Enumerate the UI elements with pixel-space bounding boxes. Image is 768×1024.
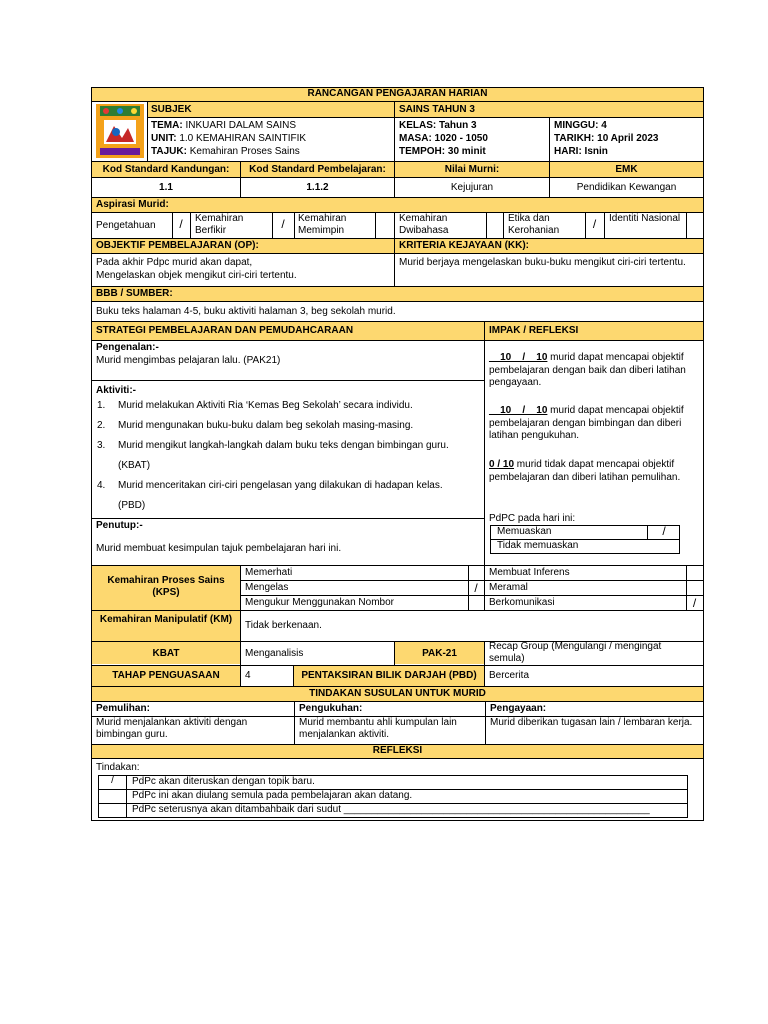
kps-label: Kemahiran Proses Sains (KPS) — [92, 566, 240, 610]
penutup-text: Murid membuat kesimpulan tajuk pembelajaran hari ini. — [96, 543, 342, 554]
step-number: 3. — [97, 440, 106, 451]
strategi-label: STRATEGI PEMBELAJARAN DAN PEMUDAHCARAAN — [92, 322, 484, 340]
kandungan-value: 1.1 — [159, 182, 173, 193]
km-text: Tidak berkenaan. — [245, 620, 322, 631]
tajuk-row: TAJUK: Kemahiran Proses Sains — [151, 146, 300, 157]
step-text: Murid mengunakan buku-buku dalam beg sekolah masing-masing. — [118, 420, 414, 431]
kps-mark: / — [474, 581, 478, 595]
kps-item: Membuat Inferens — [489, 567, 570, 578]
unit-row: UNIT: 1.0 KEMAHIRAN SAINTIFIK — [151, 133, 307, 144]
tindakan-label: Tindakan: — [96, 762, 140, 773]
step-text: Murid melakukan Aktiviti Ria ‘Kemas Beg Sekolah’ secara individu. — [118, 400, 413, 411]
kps-item: Berkomunikasi — [489, 597, 555, 608]
lesson-plan-document — [91, 87, 704, 821]
tindakan-mark — [99, 789, 126, 803]
pengenalan-text: Murid mengimbas pelajaran lalu. (PAK21) — [96, 355, 281, 366]
subject-logo — [96, 104, 144, 158]
tidak-memuaskan-option: Tidak memuaskan — [497, 540, 579, 551]
kps-item: Mengukur Menggunakan Nombor — [245, 597, 394, 608]
kps-item: Meramal — [489, 582, 528, 593]
pbd-label: PENTAKSIRAN BILIK DARJAH (PBD) — [294, 666, 484, 686]
aspirasi-item-2: Kemahiran Memimpin — [298, 213, 347, 236]
document-title: RANCANGAN PENGAJARAN HARIAN — [92, 88, 703, 101]
step-text: Murid menceritakan ciri-ciri pengelasan yang dilakukan di hadapan kelas. — [118, 480, 443, 491]
pemulihan-text: Murid menjalankan aktiviti dengan bimbingan guru. — [96, 717, 248, 740]
aspirasi-mark-1: / — [281, 217, 285, 231]
tindakan-option: PdPc seterusnya akan ditambahbaik dari sudut _______________________________________________________ — [132, 804, 650, 815]
km-label: Kemahiran Manipulatif (KM) — [92, 611, 240, 641]
memuaskan-mark: / — [662, 525, 666, 538]
bbb-label: BBB / SUMBER: — [92, 287, 703, 301]
masa-field: MASA: 1020 - 1050 — [399, 133, 488, 144]
step-number: 4. — [97, 480, 106, 491]
step-text: (KBAT) — [118, 460, 151, 471]
bbb-text: Buku teks halaman 4-5, buku aktiviti halaman 3, beg sekolah murid. — [96, 306, 396, 317]
tahap-label: TAHAP PENGUASAAN — [92, 666, 240, 686]
op-label: OBJEKTIF PEMBELAJARAN (OP): — [92, 239, 394, 253]
impak-pengayaan: __10__/__10 murid dapat mencapai objektif pembelajaran dengan baik dan diberi latihan pengayaan. — [489, 352, 686, 388]
op-line-2: Mengelaskan objek mengikut ciri-ciri tertentu. — [96, 270, 297, 281]
pembelajaran-value: 1.1.2 — [306, 182, 329, 193]
emk-value: Pendidikan Kewangan — [576, 182, 677, 193]
kandungan-label: Kod Standard Kandungan: — [92, 162, 240, 177]
pdpc-label: PdPC pada hari ini: — [489, 513, 576, 524]
pengukuhan-label: Pengukuhan: — [299, 703, 363, 714]
nilai-value: Kejujuran — [450, 182, 494, 193]
pak-label: PAK-21 — [395, 642, 484, 664]
kk-text: Murid berjaya mengelaskan buku-buku mengikut ciri-ciri tertentu. — [399, 257, 686, 268]
subjek-value: SAINS TAHUN 3 — [395, 102, 703, 117]
step-text: Murid mengikut langkah-langkah dalam buku teks dengan bimbingan guru. — [118, 440, 449, 451]
aspirasi-item-3: Kemahiran Dwibahasa — [399, 213, 449, 236]
refleksi-label: REFLEKSI — [92, 745, 703, 758]
kps-mark — [468, 596, 484, 610]
subjek-label: SUBJEK — [147, 102, 394, 117]
aspirasi-label: Aspirasi Murid: — [92, 198, 703, 212]
tema-row: TEMA: INKUARI DALAM SAINS — [151, 120, 297, 131]
pengayaan-label: Pengayaan: — [490, 703, 547, 714]
step-number: 1. — [97, 400, 106, 411]
op-line-1: Pada akhir Pdpc murid akan dapat, — [96, 257, 253, 268]
pak-value: Recap Group (Mengulangi / mengingat semula) — [489, 641, 662, 664]
kps-mark — [468, 566, 484, 580]
minggu-field: MINGGU: 4 — [554, 120, 607, 131]
kps-item: Mengelas — [245, 582, 289, 593]
kps-item: Memerhati — [245, 567, 293, 578]
pengukuhan-text: Murid membantu ahli kumpulan lain menjalankan aktiviti. — [299, 717, 457, 740]
impak-label: IMPAK / REFLEKSI — [485, 322, 703, 340]
tindakan-option: PdPc akan diteruskan dengan topik baru. — [132, 776, 315, 787]
kk-label: KRITERIA KEJAYAAN (KK): — [395, 239, 703, 253]
pemulihan-label: Pemulihan: — [96, 703, 150, 714]
impak-pemulihan: 0 / 10 murid tidak dapat mencapai objektif pembelajaran dan diberi latihan pemulihan. — [489, 459, 681, 483]
kbat-label: KBAT — [92, 642, 240, 664]
nilai-label: Nilai Murni: — [395, 162, 549, 177]
aspirasi-item-1: Kemahiran Berfikir — [195, 213, 244, 236]
pengayaan-text: Murid diberikan tugasan lain / lembaran kerja. — [490, 717, 693, 728]
aspirasi-mark-3 — [486, 217, 503, 233]
tindakan-option: PdPc ini akan diulang semula pada pembelajaran akan datang. — [132, 790, 413, 801]
aspirasi-item-5: Identiti Nasional — [609, 213, 681, 224]
tarikh-field: TARIKH: 10 April 2023 — [554, 133, 659, 144]
tempoh-field: TEMPOH: 30 minit — [399, 146, 486, 157]
tindakan-mark: / — [111, 775, 114, 786]
kelas-field: KELAS: Tahun 3 — [399, 120, 477, 131]
kps-mark — [686, 581, 703, 595]
step-number: 2. — [97, 420, 106, 431]
aspirasi-item-0: Pengetahuan — [96, 220, 156, 231]
kps-mark — [686, 566, 703, 580]
kps-mark: / — [692, 596, 697, 610]
kbat-value: Menganalisis — [245, 648, 304, 659]
aktiviti-label: Aktiviti:- — [96, 385, 136, 396]
step-text: (PBD) — [118, 500, 146, 511]
aspirasi-mark-0: / — [179, 217, 183, 231]
pembelajaran-label: Kod Standard Pembelajaran: — [241, 162, 394, 177]
tahap-value: 4 — [245, 670, 251, 681]
impak-pengukuhan: __10__/__10 murid dapat mencapai objektif pembelajaran dengan bimbingan dan diberi latihan pengukuhan. — [489, 405, 684, 441]
aspirasi-mark-5 — [686, 217, 703, 233]
aspirasi-mark-4: / — [592, 217, 597, 231]
pengenalan-label: Pengenalan:- — [96, 342, 159, 353]
emk-label: EMK — [550, 162, 703, 177]
hari-field: HARI: Isnin — [554, 146, 608, 157]
penutup-label: Penutup:- — [96, 520, 143, 531]
pbd-value: Bercerita — [489, 670, 530, 681]
susulan-label: TINDAKAN SUSULAN UNTUK MURID — [92, 687, 703, 701]
memuaskan-option: Memuaskan — [497, 526, 552, 537]
tindakan-mark — [99, 803, 126, 817]
aspirasi-mark-2 — [375, 217, 395, 233]
aspirasi-item-4: Etika dan Kerohanian — [508, 213, 560, 236]
